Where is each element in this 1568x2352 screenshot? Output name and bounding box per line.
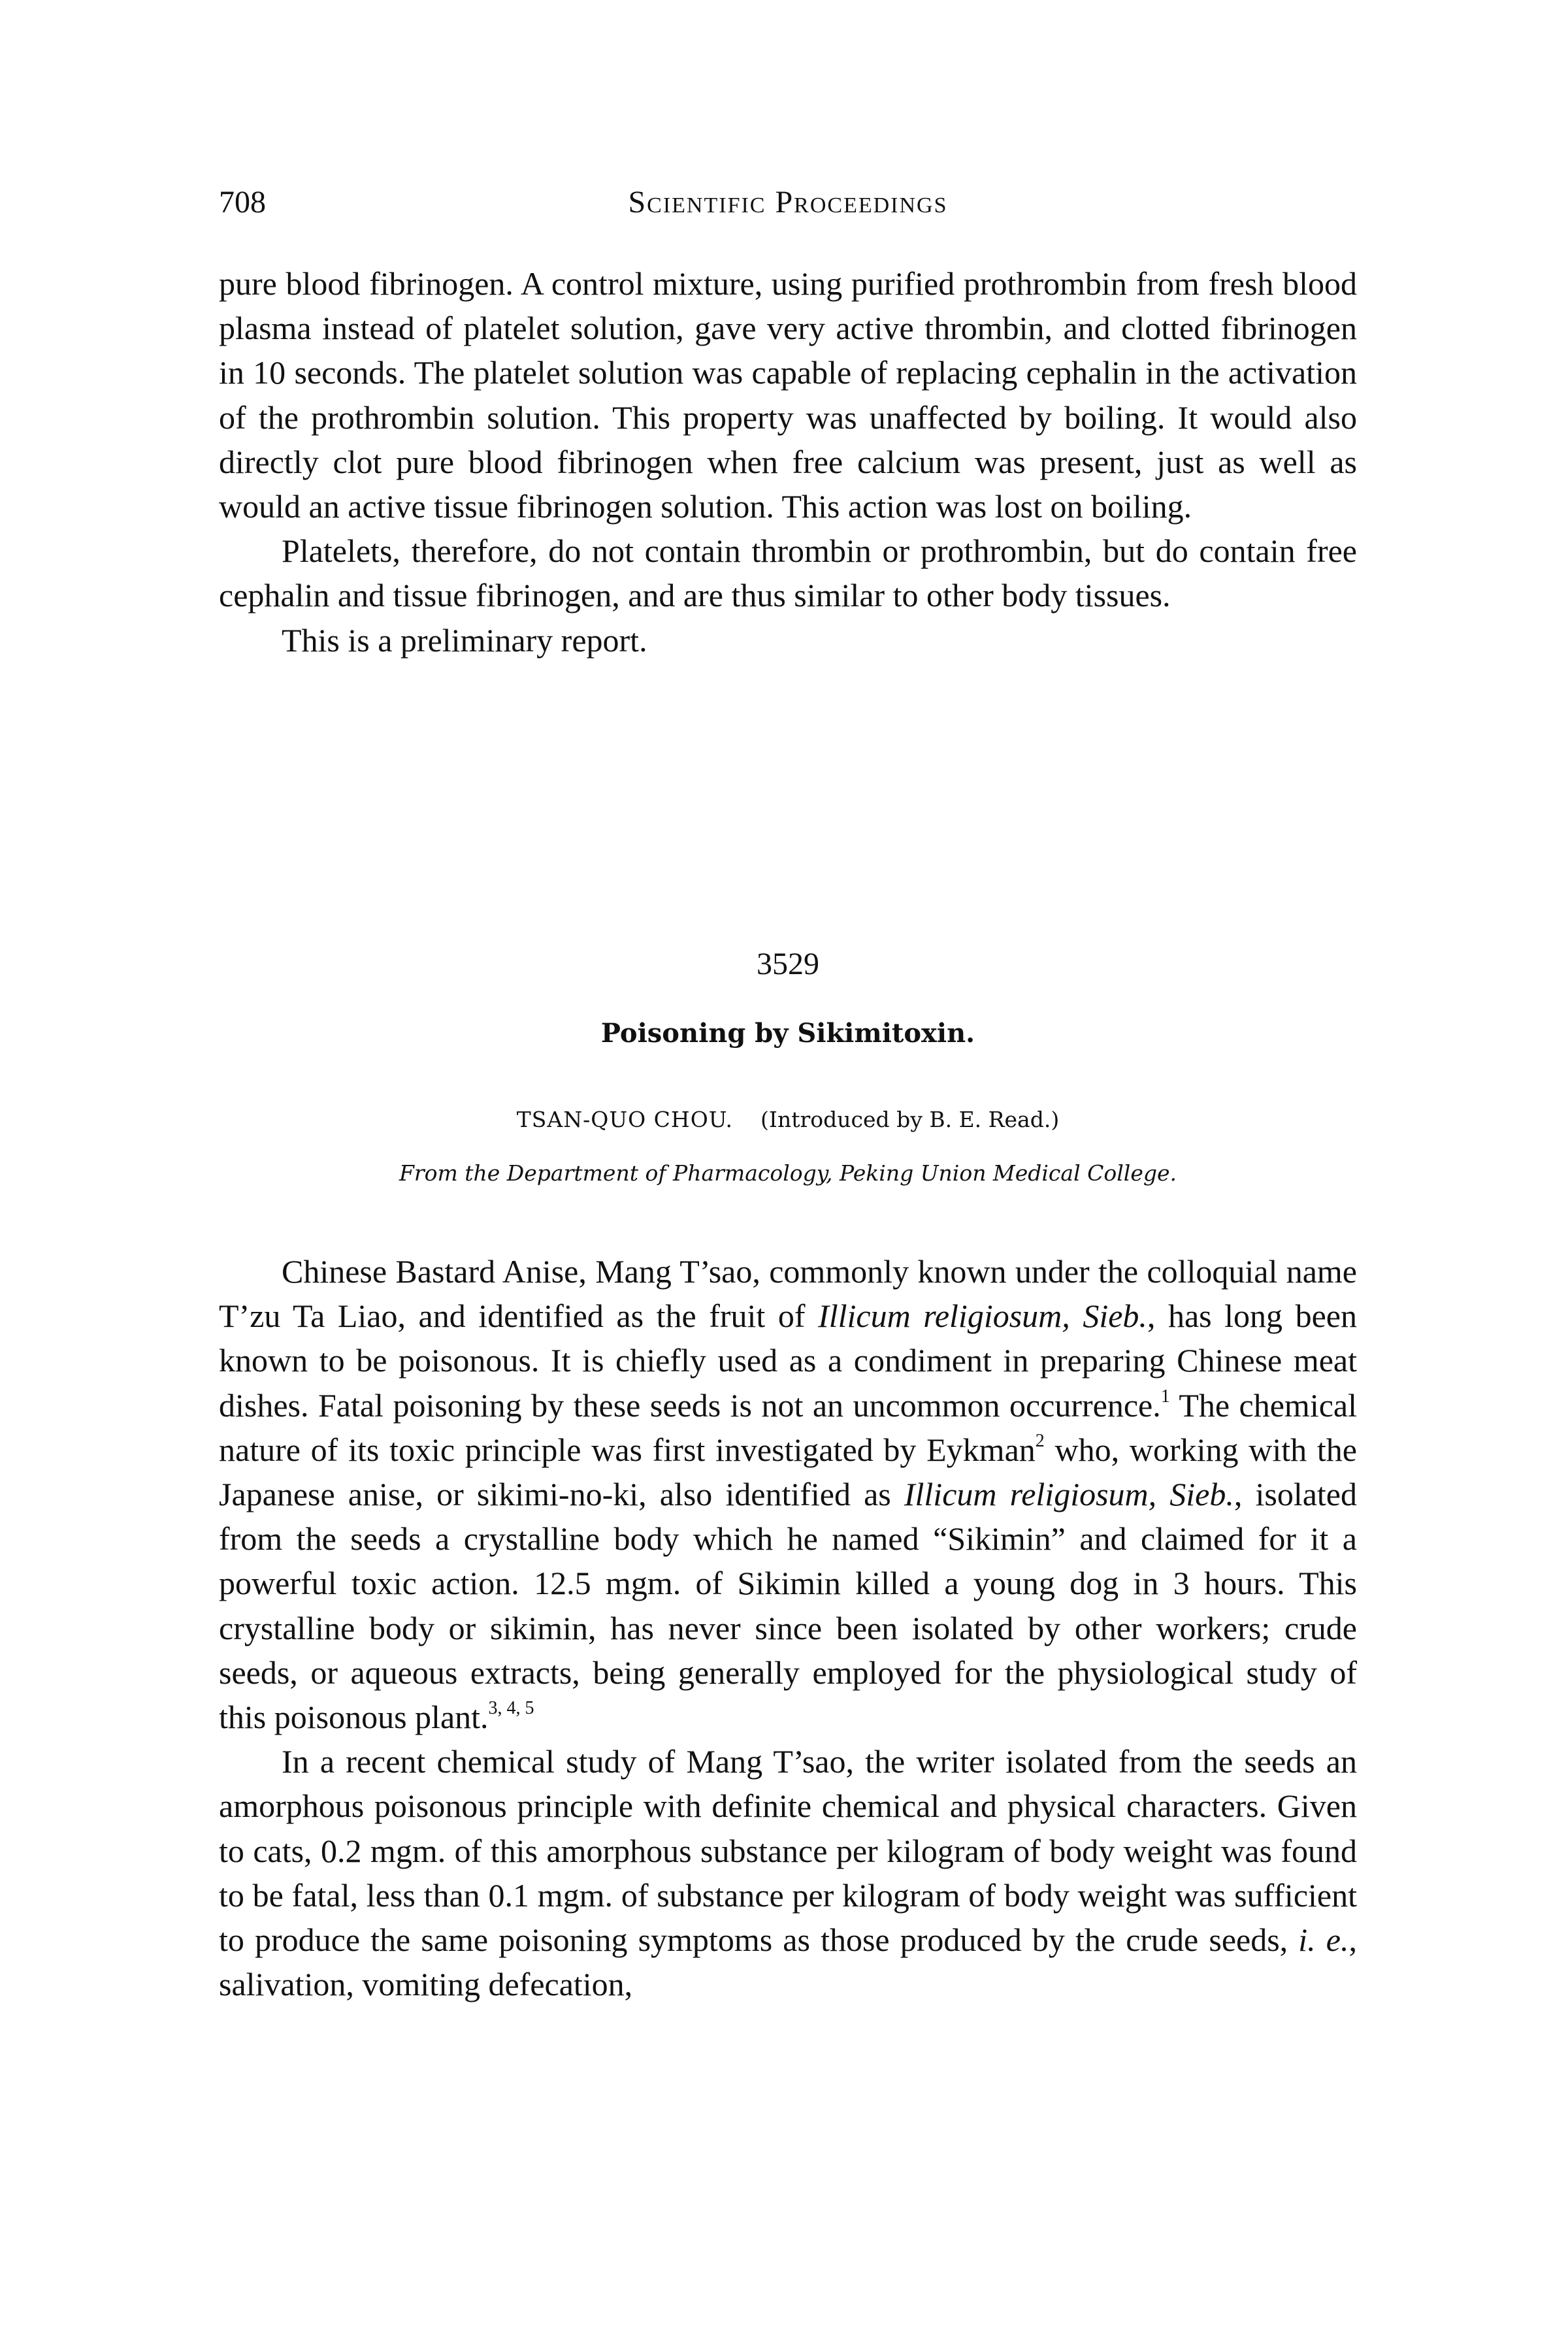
text-run: The chemical nature of its toxic principle was first investigated by Eykman xyxy=(219,1386,1357,1468)
paragraph: This is a preliminary report. xyxy=(282,621,647,659)
species-name: Illicum religiosum, Sieb. xyxy=(904,1476,1234,1513)
text-run: , salivation, vomiting defecation, xyxy=(219,1921,1357,2003)
paragraph: pure blood fibrinogen. A control mixture, using purified prothrombin from fresh blood plasma instead of platelet solution, gave very active thrombin, and clotted fibrinogen in 10 seconds. The platelet solution was capable of replacing cephalin in the activation of the prothrombin solution. This property was unaffected by boiling. It would also directly clot pure blood fibrinogen when free calcium was present, just as well as would an active tissue fibrinogen solution. This action was lost on boiling. xyxy=(219,265,1357,525)
byline xyxy=(219,1107,1357,1132)
text-run: who, working with the Japanese anise, or sikimi-no-ki, also identified as xyxy=(219,1431,1357,1513)
footnote-ref: 3, 4, 5 xyxy=(488,1698,534,1719)
author-name: TSAN-QUO CHOU. xyxy=(516,1107,734,1132)
text-run: , isolated from the seeds a crystalline body which he named “Sikimin” and claimed for it a powerful toxic action. 12.5 mgm. of Sikimin killed a young dog in 3 hours. This crystalline body or sikimin, has never since been isolated by other workers; crude seeds, or aqueous extracts, being generally employed for the physiological study of this poisonous plant. xyxy=(219,1476,1357,1736)
paragraph xyxy=(219,1249,1357,1739)
footnote-ref: 1 xyxy=(1160,1386,1170,1407)
page-number: 708 xyxy=(219,185,266,220)
text-run: Chinese Bastard Anise, Mang T’sao, commonly known under the colloquial name T’zu Ta Liao, and identified as the fruit of xyxy=(219,1253,1357,1335)
footnote-ref: 2 xyxy=(1035,1430,1045,1451)
affiliation: From the Department of Pharmacology, Peking Union Medical College. xyxy=(399,1160,1177,1186)
previous-article-conclusion xyxy=(219,261,1357,662)
introduced-by: (Introduced by B. E. Read.) xyxy=(760,1107,1060,1132)
text-run: , has long been known to be poisonous. It is chiefly used as a condiment in preparing Chinese meat dishes. Fatal poisoning by these seeds is not an uncommon occurrence. xyxy=(219,1298,1357,1424)
paragraph xyxy=(219,1739,1357,2006)
abbreviation: i. e. xyxy=(1298,1921,1349,1959)
article-body xyxy=(219,1249,1357,2006)
species-name: Illicum religiosum, Sieb. xyxy=(818,1298,1147,1335)
article-title: Poisoning by Sikimitoxin. xyxy=(600,1018,975,1049)
text-run: In a recent chemical study of Mang T’sao, the writer isolated from the seeds an amorphous poisonous principle with definite chemical and physical characters. Given to cats, 0.2 mgm. of this amorphous substance per kilogram of body weight was found to be fatal, less than 0.1 mgm. of substance per kilogram of body weight was sufficient to produce the same poisoning symptoms as those produced by the crude seeds, xyxy=(219,1743,1357,1959)
article-number: 3529 xyxy=(757,947,819,981)
journal-title: Scientific Proceedings xyxy=(628,185,948,220)
running-header xyxy=(219,184,1357,230)
paragraph: Platelets, therefore, do not contain thrombin or prothrombin, but do contain free cephalin and tissue fibrinogen, and are thus similar to other body tissues. xyxy=(219,532,1357,614)
